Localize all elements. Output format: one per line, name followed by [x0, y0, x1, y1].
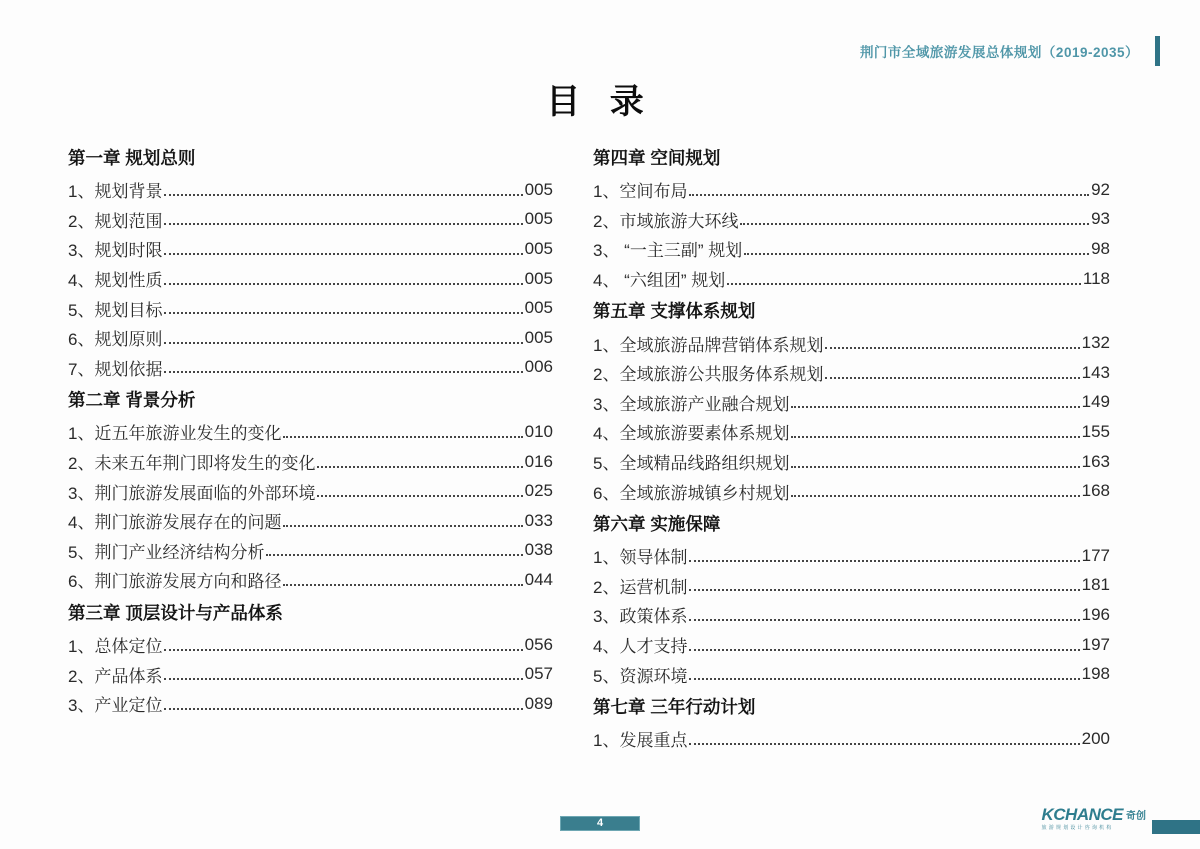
dot-leader	[164, 342, 522, 344]
dot-leader	[317, 466, 522, 468]
toc-entry-label: 2、市域旅游大环线	[593, 211, 739, 231]
toc-entry-page-number: 005	[524, 209, 553, 229]
dot-leader	[283, 436, 522, 438]
toc-entry-page-number: 044	[524, 569, 553, 589]
toc-entry-label: 6、规划原则	[68, 330, 163, 350]
table-of-contents	[68, 140, 1110, 754]
toc-entry	[593, 388, 1110, 418]
dot-leader	[283, 525, 522, 527]
toc-chapter-heading: 第三章 顶层设计与产品体系	[68, 602, 283, 623]
toc-entry	[68, 689, 553, 719]
toc-entry-label: 1、领导体制	[593, 548, 688, 568]
dot-leader	[791, 466, 1079, 468]
toc-entry-label: 4、全域旅游要素体系规划	[593, 424, 790, 444]
toc-entry-page-number: 98	[1091, 238, 1110, 258]
toc-entry-label: 3、政策体系	[593, 607, 688, 627]
toc-entry-page-number: 089	[524, 693, 553, 713]
toc-entry-page-number: 149	[1081, 392, 1110, 412]
toc-entry-label: 3、产业定位	[68, 696, 163, 716]
toc-entry	[593, 205, 1110, 235]
dot-leader	[317, 495, 522, 497]
toc-entry-page-number: 200	[1081, 728, 1110, 748]
toc-chapter-heading: 第一章 规划总则	[68, 148, 196, 168]
toc-entry	[68, 353, 553, 383]
toc-entry-label: 2、规划范围	[68, 211, 163, 231]
toc-entry-page-number: 196	[1081, 604, 1110, 624]
dot-leader	[164, 649, 522, 651]
toc-entry	[68, 175, 553, 205]
dot-leader	[689, 678, 1079, 680]
dot-leader	[689, 743, 1079, 745]
dot-leader	[727, 283, 1081, 285]
page-header	[860, 36, 1160, 66]
toc-entry	[593, 476, 1110, 506]
toc-entry-label: 1、全域旅游品牌营销体系规划	[593, 335, 824, 355]
toc-entry-label: 2、全域旅游公共服务体系规划	[593, 365, 824, 385]
toc-entry-page-number: 010	[524, 421, 553, 441]
toc-entry-page-number: 005	[524, 327, 553, 347]
toc-chapter-heading: 第六章 实施保障	[593, 513, 721, 534]
toc-entry-page-number: 181	[1081, 575, 1110, 595]
toc-entry	[593, 234, 1110, 264]
toc-entry	[68, 417, 553, 447]
toc-entry	[593, 328, 1110, 358]
toc-entry	[68, 630, 553, 660]
footer-accent-bar	[1152, 820, 1200, 834]
dot-leader	[825, 377, 1079, 379]
toc-entry	[68, 205, 553, 235]
toc-entry-page-number: 132	[1081, 333, 1110, 353]
toc-entry-label: 3、规划时限	[68, 241, 163, 261]
dot-leader	[164, 283, 522, 285]
toc-entry	[68, 659, 553, 689]
toc-entry	[68, 293, 553, 323]
dot-leader	[164, 194, 522, 196]
toc-entry-page-number: 038	[524, 540, 553, 560]
toc-entry	[593, 447, 1110, 477]
dot-leader	[791, 495, 1079, 497]
toc-entry	[593, 630, 1110, 660]
toc-column-right	[593, 140, 1110, 754]
header-document-title: 荆门市全域旅游发展总体规划（2019-2035）	[859, 45, 1139, 60]
toc-entry-label: 1、发展重点	[593, 731, 688, 751]
logo-wordmark: KCHANCE	[1041, 805, 1123, 824]
toc-chapter-heading: 第二章 背景分析	[68, 390, 196, 411]
toc-entry-page-number: 057	[524, 664, 553, 684]
toc-entry-label: 5、全域精品线路组织规划	[593, 454, 790, 474]
toc-entry	[68, 323, 553, 353]
toc-entry-label: 4、规划性质	[68, 271, 163, 291]
logo-tagline: 旅游规划设计咨询机构	[1041, 825, 1114, 831]
toc-entry-page-number: 198	[1081, 664, 1110, 684]
toc-entry	[593, 417, 1110, 447]
dot-leader	[791, 436, 1079, 438]
toc-entry-page-number: 163	[1081, 451, 1110, 471]
toc-chapter-heading: 第七章 三年行动计划	[593, 696, 756, 717]
header-accent-bar	[1155, 36, 1160, 66]
toc-chapter-heading: 第四章 空间规划	[593, 148, 721, 168]
dot-leader	[689, 589, 1079, 591]
toc-entry-page-number: 118	[1082, 268, 1110, 288]
toc-entry-page-number: 177	[1081, 545, 1110, 565]
toc-entry	[593, 541, 1110, 571]
toc-entry	[68, 234, 553, 264]
toc-entry	[68, 506, 553, 536]
dot-leader	[689, 619, 1079, 621]
toc-entry-page-number: 056	[524, 634, 553, 654]
toc-entry-label: 4、荆门旅游发展存在的问题	[68, 513, 282, 533]
toc-entry-page-number: 005	[524, 268, 553, 288]
toc-entry-page-number: 005	[524, 298, 553, 318]
kchance-logo	[1042, 806, 1147, 831]
toc-entry	[593, 358, 1110, 388]
toc-entry-label: 7、规划依据	[68, 359, 163, 379]
toc-entry	[593, 724, 1110, 754]
logo-chinese-name: 奇创	[1126, 811, 1146, 822]
toc-entry-label: 6、全域旅游城镇乡村规划	[593, 483, 790, 503]
toc-entry-label: 5、荆门产业经济结构分析	[68, 542, 265, 562]
toc-entry-label: 6、荆门旅游发展方向和路径	[68, 572, 282, 592]
dot-leader	[740, 223, 1089, 225]
dot-leader	[266, 554, 522, 556]
toc-entry-label: 2、产品体系	[68, 666, 163, 686]
dot-leader	[791, 406, 1079, 408]
toc-entry	[68, 565, 553, 595]
toc-column-left	[68, 140, 553, 754]
toc-entry-label: 1、总体定位	[68, 637, 163, 657]
toc-entry-page-number: 143	[1081, 362, 1110, 382]
toc-entry	[68, 536, 553, 566]
toc-entry	[593, 175, 1110, 205]
toc-entry	[593, 571, 1110, 601]
dot-leader	[164, 678, 522, 680]
toc-entry-label: 5、规划目标	[68, 300, 163, 320]
toc-entry-label: 3、荆门旅游发展面临的外部环境	[68, 483, 316, 503]
toc-entry-page-number: 92	[1091, 179, 1110, 199]
toc-entry-label: 3、全域旅游产业融合规划	[593, 394, 790, 414]
toc-entry	[593, 659, 1110, 689]
toc-entry-page-number: 033	[524, 510, 553, 530]
toc-entry-page-number: 155	[1081, 421, 1110, 441]
toc-entry-label: 4、人才支持	[593, 637, 688, 657]
dot-leader	[164, 312, 522, 314]
toc-entry	[68, 476, 553, 506]
toc-entry-label: 1、规划背景	[68, 182, 163, 202]
toc-entry-page-number: 197	[1081, 634, 1110, 654]
toc-entry-label: 5、资源环境	[593, 666, 688, 686]
dot-leader	[744, 253, 1089, 255]
toc-entry-page-number: 005	[524, 238, 553, 258]
toc-entry-label: 2、运营机制	[593, 577, 688, 597]
dot-leader	[825, 347, 1079, 349]
toc-entry-label: 1、近五年旅游业发生的变化	[68, 424, 282, 444]
dot-leader	[283, 584, 522, 586]
toc-entry-page-number: 168	[1081, 481, 1110, 501]
dot-leader	[689, 560, 1079, 562]
toc-chapter-heading: 第五章 支撑体系规划	[593, 301, 756, 322]
toc-entry	[593, 264, 1110, 294]
toc-entry	[593, 600, 1110, 630]
toc-entry-label: 2、未来五年荆门即将发生的变化	[68, 454, 316, 474]
dot-leader	[689, 194, 1089, 196]
toc-entry	[68, 264, 553, 294]
toc-entry-page-number: 005	[524, 179, 553, 199]
dot-leader	[164, 708, 522, 710]
dot-leader	[164, 253, 522, 255]
toc-entry-page-number: 93	[1091, 209, 1110, 229]
page-number-badge: 4	[560, 816, 640, 831]
toc-entry-label: 4、 “六组团” 规划	[593, 271, 726, 291]
toc-entry-page-number: 016	[524, 451, 553, 471]
dot-leader	[689, 649, 1079, 651]
toc-entry-page-number: 006	[524, 357, 553, 377]
dot-leader	[164, 223, 522, 225]
toc-entry-label: 1、空间布局	[593, 182, 688, 202]
toc-entry	[68, 447, 553, 477]
toc-entry-page-number: 025	[524, 481, 553, 501]
dot-leader	[164, 371, 522, 373]
toc-entry-label: 3、 “一主三副” 规划	[593, 241, 743, 261]
page-title: 目 录	[546, 83, 654, 121]
